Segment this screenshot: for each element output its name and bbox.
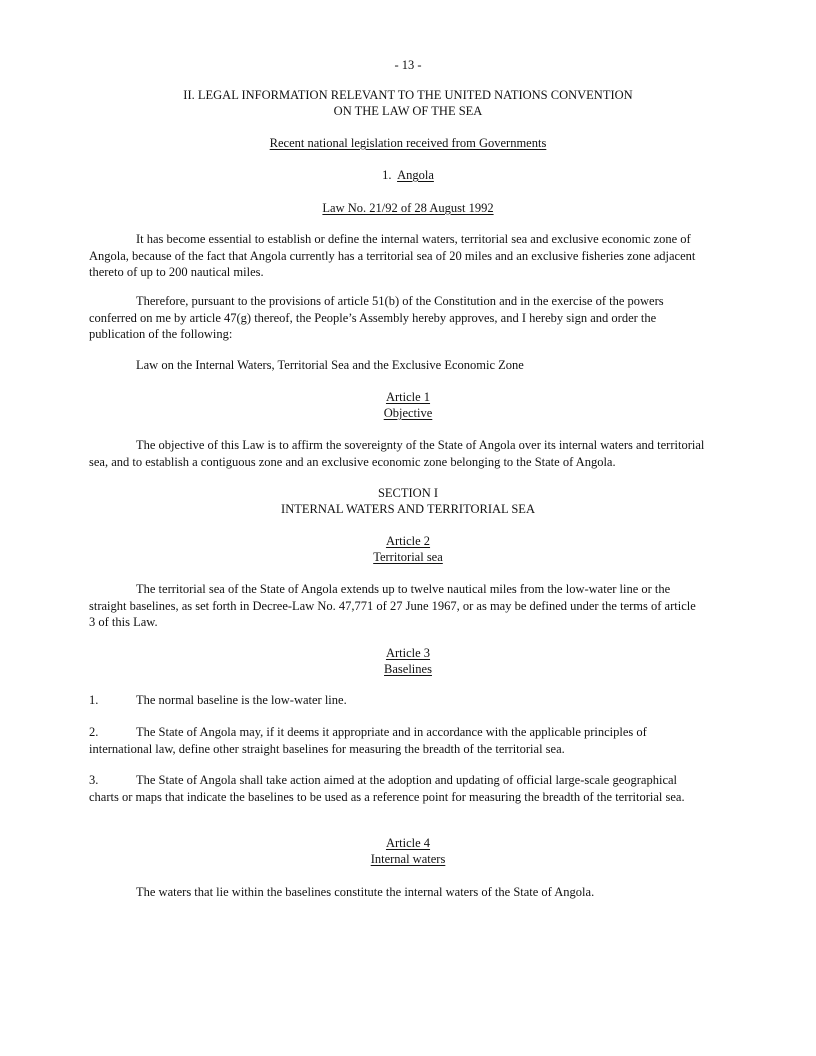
law-title: Law No. 21/92 of 28 August 1992: [322, 201, 494, 215]
preamble-paragraph-1: It has become essential to establish or define the internal waters, territorial sea and exclusive economic zone of Angola, because of the fact that Angola currently has a territorial sea of 20 miles and an exclusive fisheries zone adjacent thereto of up to 200 nautical miles.: [89, 232, 696, 279]
item-text: The State of Angola may, if it deems it appropriate and in accordance with the applicable principles of international law, define other straight baselines for measuring the breadth of the territorial sea.: [89, 725, 647, 756]
subheading: Recent national legislation received from Governments: [269, 136, 547, 150]
article-1-label: Article 1: [385, 390, 431, 404]
article-3-title: Baselines: [384, 662, 432, 676]
article-4-label: Article 4: [385, 836, 431, 850]
article-2-text: The territorial sea of the State of Angola extends up to twelve nautical miles from the low-water line or the straight baselines, as set forth in Decree-Law No. 47,771 of 27 June 1967, or as may be defined under the terms of article 3 of this Law.: [89, 582, 696, 629]
item-number: 1.: [89, 693, 99, 707]
country-name: Angola: [397, 168, 434, 182]
article-2-title: Territorial sea: [373, 550, 443, 564]
section-1-label: SECTION I: [377, 486, 439, 500]
country-heading: [0, 167, 816, 184]
article-1-title: Objective: [383, 406, 433, 420]
section-1-title: INTERNAL WATERS AND TERRITORIAL SEA: [281, 502, 535, 516]
section-heading-line2: ON THE LAW OF THE SEA: [333, 104, 483, 118]
article-3-label: Article 3: [385, 646, 431, 660]
item-text: The State of Angola shall take action aimed at the adoption and updating of official large-scale geographical charts or maps that indicate the baselines to be used as a reference point for measuring the breadth of the territorial sea.: [89, 773, 685, 804]
item-number: 3.: [89, 773, 99, 787]
article-4-text: The waters that lie within the baselines constitute the internal waters of the State of Angola.: [136, 885, 595, 899]
section-heading-line1: II. LEGAL INFORMATION RELEVANT TO THE UNITED NATIONS CONVENTION: [183, 88, 633, 102]
article-4-title: Internal waters: [370, 852, 446, 866]
preamble-paragraph-2: Therefore, pursuant to the provisions of article 51(b) of the Constitution and in the exercise of the powers conferred on me by article 47(g) thereof, the People’s Assembly hereby approves, and I hereby sign and order the publication of the following:: [89, 294, 664, 341]
country-number: 1.: [382, 168, 392, 182]
article-1-text: The objective of this Law is to affirm the sovereignty of the State of Angola over its internal waters and territorial sea, and to establish a contiguous zone and an exclusive economic zone belonging to the State of Angola.: [89, 438, 705, 469]
page-number: - 13 -: [394, 58, 422, 72]
item-number: 2.: [89, 725, 99, 739]
article-2-label: Article 2: [385, 534, 431, 548]
item-text: The normal baseline is the low-water line.: [136, 693, 347, 707]
law-name: Law on the Internal Waters, Territorial Sea and the Exclusive Economic Zone: [136, 358, 524, 372]
